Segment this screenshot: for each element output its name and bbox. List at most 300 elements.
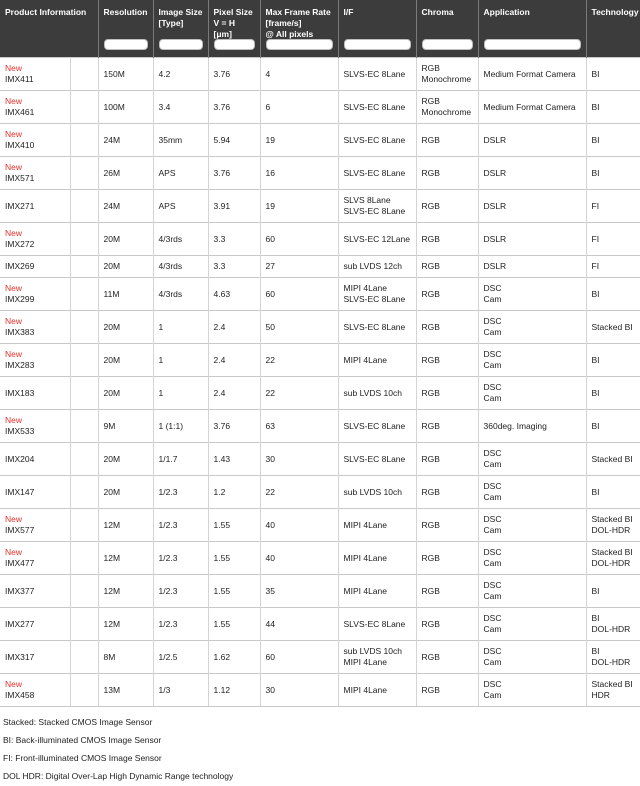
image-size-filter-input[interactable] <box>159 39 203 50</box>
cell-spacer <box>70 575 98 608</box>
cell-pixel-size <box>208 344 260 377</box>
cell-pixel-size <box>208 443 260 476</box>
cell-spacer <box>70 256 98 278</box>
cell-pixel-size-value: 1.55 <box>213 519 231 530</box>
cell-image-size-value: 1/2.3 <box>158 618 178 629</box>
cell-frame-rate-value: 22 <box>265 354 275 365</box>
cell-interface-line: sub LVDS 10ch <box>343 387 402 398</box>
cell-technology-line: FI <box>591 233 600 244</box>
cell-application-line: 360deg. Imaging <box>483 420 547 431</box>
cell-frame-rate <box>260 410 338 443</box>
new-badge: New <box>5 283 23 293</box>
cell-resolution <box>98 91 153 124</box>
cell-image-size <box>153 443 208 476</box>
table-row[interactable] <box>0 223 640 256</box>
cell-chroma <box>416 344 478 377</box>
cell-resolution-value: 26M <box>103 167 121 178</box>
cell-interface-line: SLVS-EC 8Lane <box>343 101 406 112</box>
cell-image-size <box>153 575 208 608</box>
new-badge: New <box>5 228 23 238</box>
cell-chroma-line: RGB <box>421 519 440 530</box>
cell-resolution-value: 24M <box>103 200 121 211</box>
cell-application <box>478 278 586 311</box>
cell-resolution <box>98 476 153 509</box>
cell-image-size <box>153 223 208 256</box>
cell-application <box>478 91 586 124</box>
cell-image-size <box>153 190 208 223</box>
cell-frame-rate-value: 19 <box>265 200 275 211</box>
cell-application-line: Cam <box>483 393 502 403</box>
cell-resolution <box>98 311 153 344</box>
cell-resolution-value: 20M <box>103 387 121 398</box>
cell-pixel-size-value: 2.4 <box>213 354 226 365</box>
cell-image-size-value: 4/3rds <box>158 261 183 271</box>
cell-pixel-size-value: 1.2 <box>213 486 226 497</box>
cell-application <box>478 344 586 377</box>
cell-image-size <box>153 476 208 509</box>
cell-image-size <box>153 674 208 707</box>
cell-application <box>478 256 586 278</box>
model-name: IMX383 <box>5 327 35 337</box>
cell-interface-line: MIPI 4Lane <box>343 519 387 530</box>
cell-chroma <box>416 575 478 608</box>
cell-model <box>0 674 70 707</box>
cell-interface-line: SLVS-EC 8Lane <box>343 294 406 304</box>
cell-chroma-line: RGB <box>421 552 440 563</box>
cell-application-line: DSC <box>483 514 502 524</box>
table-row[interactable] <box>0 157 640 190</box>
cell-resolution-value: 20M <box>103 321 121 332</box>
cell-frame-rate-value: 40 <box>265 552 275 563</box>
cell-application-line: DSC <box>483 547 502 557</box>
cell-image-size-value: 35mm <box>158 134 183 145</box>
cell-application-line: Cam <box>483 294 502 304</box>
cell-frame-rate-value: 35 <box>265 585 275 596</box>
table-row[interactable] <box>0 476 640 509</box>
cell-frame-rate-value: 4 <box>265 68 271 79</box>
cell-interface-line: sub LVDS 12ch <box>343 261 402 271</box>
cell-frame-rate-value: 22 <box>265 387 275 398</box>
cell-resolution-value: 12M <box>103 585 121 596</box>
header-application <box>478 0 586 58</box>
cell-image-size-value: 1/3 <box>158 684 171 695</box>
cell-model <box>0 509 70 542</box>
cell-interface <box>338 509 416 542</box>
table-row[interactable] <box>0 542 640 575</box>
cell-technology <box>586 641 640 674</box>
cell-model <box>0 58 70 91</box>
model-name: IMX410 <box>5 140 35 150</box>
cell-resolution-value: 13M <box>103 684 121 695</box>
header-frame-rate-line3: @ All pixels <box>265 29 314 39</box>
header-frame-rate-line1: Max Frame Rate <box>265 7 331 17</box>
cell-resolution <box>98 157 153 190</box>
table-row[interactable] <box>0 278 640 311</box>
cell-technology-line: Stacked BI <box>591 514 633 524</box>
table-row[interactable] <box>0 344 640 377</box>
cell-frame-rate-value: 27 <box>265 261 275 271</box>
cell-resolution <box>98 608 153 641</box>
cell-image-size <box>153 124 208 157</box>
cell-frame-rate <box>260 476 338 509</box>
cell-chroma-line: RGB <box>421 63 440 73</box>
frame-rate-filter-input[interactable] <box>266 39 333 50</box>
cell-interface-line: sub LVDS 10ch <box>343 486 402 497</box>
model-name: IMX577 <box>5 525 35 535</box>
cell-pixel-size-value: 1.43 <box>213 453 231 464</box>
cell-interface-line: SLVS-EC 8Lane <box>343 206 406 216</box>
cell-model <box>0 608 70 641</box>
cell-application-line: Cam <box>483 492 502 502</box>
cell-application <box>478 157 586 190</box>
cell-pixel-size <box>208 674 260 707</box>
cell-resolution <box>98 641 153 674</box>
new-badge: New <box>5 547 23 557</box>
new-badge: New <box>5 679 23 689</box>
cell-resolution <box>98 410 153 443</box>
cell-spacer <box>70 344 98 377</box>
cell-frame-rate-value: 40 <box>265 519 275 530</box>
cell-image-size <box>153 278 208 311</box>
cell-application <box>478 575 586 608</box>
cell-technology-line: BI <box>591 354 600 365</box>
cell-application-line: DSLR <box>483 261 507 271</box>
table-row[interactable] <box>0 124 640 157</box>
cell-spacer <box>70 91 98 124</box>
footnote-dol-hdr: DOL HDR: Digital Over-Lap High Dynamic Range technology <box>3 771 234 781</box>
cell-model <box>0 124 70 157</box>
cell-technology-line: BI <box>591 486 600 497</box>
table-row[interactable] <box>0 443 640 476</box>
cell-spacer <box>70 542 98 575</box>
cell-resolution <box>98 377 153 410</box>
cell-image-size <box>153 311 208 344</box>
cell-image-size-value: 1/2.5 <box>158 651 178 662</box>
cell-spacer <box>70 410 98 443</box>
cell-resolution-value: 12M <box>103 618 121 629</box>
cell-frame-rate <box>260 641 338 674</box>
cell-application-line: Cam <box>483 525 502 535</box>
table-row[interactable] <box>0 509 640 542</box>
cell-image-size-value: 1/2.3 <box>158 486 178 497</box>
interface-filter-input[interactable] <box>344 39 411 50</box>
table-row[interactable] <box>0 91 640 124</box>
header-row <box>0 0 640 58</box>
cell-frame-rate <box>260 509 338 542</box>
cell-application-line: DSC <box>483 316 502 326</box>
model-name: IMX269 <box>5 261 35 271</box>
cell-frame-rate <box>260 542 338 575</box>
cell-resolution <box>98 256 153 278</box>
cell-chroma <box>416 311 478 344</box>
cell-frame-rate-value: 19 <box>265 134 275 145</box>
cell-application-line: Medium Format Camera <box>483 101 576 112</box>
new-badge: New <box>5 514 23 524</box>
cell-application-line: Cam <box>483 360 502 370</box>
cell-frame-rate <box>260 608 338 641</box>
cell-spacer <box>70 674 98 707</box>
cell-technology <box>586 476 640 509</box>
chroma-filter-input[interactable] <box>422 39 473 50</box>
cell-interface-line: MIPI 4Lane <box>343 684 387 695</box>
model-name: IMX461 <box>5 107 35 117</box>
cell-frame-rate <box>260 223 338 256</box>
table-row[interactable] <box>0 641 640 674</box>
cell-pixel-size-value: 5.94 <box>213 134 231 145</box>
cell-pixel-size <box>208 278 260 311</box>
cell-image-size-value: 4/3rds <box>158 288 183 299</box>
header-technology-label: Technology <box>591 7 639 17</box>
cell-interface-line: SLVS-EC 8Lane <box>343 420 406 431</box>
cell-interface <box>338 190 416 223</box>
cell-frame-rate-value: 6 <box>265 101 271 112</box>
cell-pixel-size-value: 3.91 <box>213 200 231 211</box>
cell-frame-rate-value: 63 <box>265 420 275 431</box>
cell-chroma <box>416 608 478 641</box>
cell-chroma-line: RGB <box>421 585 440 596</box>
cell-pixel-size-value: 3.76 <box>213 420 231 431</box>
header-interface-label: I/F <box>343 7 354 17</box>
cell-frame-rate-value: 30 <box>265 453 275 464</box>
cell-image-size-value: 1/2.3 <box>158 585 178 596</box>
cell-technology <box>586 58 640 91</box>
cell-frame-rate-value: 44 <box>265 618 275 629</box>
cell-spacer <box>70 641 98 674</box>
cell-technology-line: BI <box>591 101 600 112</box>
model-name: IMX377 <box>5 585 35 596</box>
cell-model <box>0 157 70 190</box>
cell-application-line: DSC <box>483 283 502 293</box>
cell-model <box>0 223 70 256</box>
cell-application-line: DSC <box>483 646 502 656</box>
cell-technology <box>586 344 640 377</box>
cell-chroma-line: RGB <box>421 684 440 695</box>
cell-pixel-size-value: 1.55 <box>213 585 231 596</box>
cell-technology-line: DOL-HDR <box>591 657 631 667</box>
table-row[interactable] <box>0 256 640 278</box>
model-name: IMX411 <box>5 74 34 84</box>
cell-application <box>478 608 586 641</box>
cell-spacer <box>70 190 98 223</box>
cell-application <box>478 443 586 476</box>
header-resolution <box>98 0 153 58</box>
cell-spacer <box>70 608 98 641</box>
cell-interface <box>338 542 416 575</box>
cell-chroma-line: RGB <box>421 233 440 244</box>
cell-interface-line: SLVS-EC 8Lane <box>343 134 406 145</box>
table-row[interactable] <box>0 58 640 91</box>
pixel-size-filter-input[interactable] <box>214 39 255 50</box>
cell-chroma-line: RGB <box>421 651 440 662</box>
cell-spacer <box>70 377 98 410</box>
cell-interface-line: MIPI 4Lane <box>343 585 387 596</box>
footnote-stacked: Stacked: Stacked CMOS Image Sensor <box>3 717 153 727</box>
cell-interface <box>338 410 416 443</box>
cell-technology-line: BI <box>591 613 600 623</box>
cell-interface <box>338 344 416 377</box>
model-name: IMX283 <box>5 360 35 370</box>
cell-pixel-size <box>208 509 260 542</box>
table-row[interactable] <box>0 311 640 344</box>
cell-chroma-line: RGB <box>421 387 440 398</box>
cell-technology-line: BI <box>591 68 600 79</box>
cell-application-line: DSC <box>483 481 502 491</box>
cell-interface-line: SLVS-EC 8Lane <box>343 167 406 178</box>
table-row[interactable] <box>0 190 640 223</box>
cell-resolution <box>98 509 153 542</box>
footnote-bi: BI: Back-illuminated CMOS Image Sensor <box>3 735 162 745</box>
cell-resolution <box>98 542 153 575</box>
cell-technology-line: HDR <box>591 690 610 700</box>
cell-image-size <box>153 157 208 190</box>
cell-application-line: Cam <box>483 558 502 568</box>
cell-application <box>478 190 586 223</box>
cell-application <box>478 410 586 443</box>
cell-image-size <box>153 608 208 641</box>
cell-spacer <box>70 476 98 509</box>
header-image-size <box>153 0 208 58</box>
cell-application-line: DSC <box>483 349 502 359</box>
cell-application-line: Cam <box>483 657 502 667</box>
cell-chroma <box>416 223 478 256</box>
new-badge: New <box>5 349 23 359</box>
cell-frame-rate <box>260 124 338 157</box>
cell-technology <box>586 509 640 542</box>
cell-pixel-size-value: 1.62 <box>213 651 231 662</box>
cell-spacer <box>70 509 98 542</box>
cell-pixel-size <box>208 410 260 443</box>
cell-technology <box>586 311 640 344</box>
cell-chroma <box>416 443 478 476</box>
table-row[interactable] <box>0 674 640 707</box>
cell-frame-rate <box>260 311 338 344</box>
cell-interface <box>338 278 416 311</box>
cell-model <box>0 476 70 509</box>
cell-technology-line: FI <box>591 261 600 271</box>
cell-application <box>478 124 586 157</box>
cell-technology-line: Stacked BI <box>591 453 633 464</box>
header-image-size-line1: Image Size <box>158 7 203 17</box>
table-row[interactable] <box>0 377 640 410</box>
cell-pixel-size <box>208 641 260 674</box>
cell-technology <box>586 190 640 223</box>
cell-chroma <box>416 476 478 509</box>
cell-image-size <box>153 256 208 278</box>
cell-image-size-value: APS <box>158 200 176 211</box>
cell-chroma <box>416 377 478 410</box>
cell-pixel-size-value: 3.76 <box>213 101 231 112</box>
cell-application <box>478 674 586 707</box>
cell-chroma-line: RGB <box>421 618 440 629</box>
cell-chroma <box>416 278 478 311</box>
cell-application <box>478 542 586 575</box>
cell-chroma <box>416 542 478 575</box>
cell-image-size-value: 1/1.7 <box>158 453 178 464</box>
cell-pixel-size-value: 2.4 <box>213 387 226 398</box>
cell-resolution-value: 8M <box>103 651 116 662</box>
table-row[interactable] <box>0 608 640 641</box>
cell-resolution <box>98 124 153 157</box>
cell-interface-line: MIPI 4Lane <box>343 283 387 293</box>
cell-image-size-value: 4/3rds <box>158 233 183 244</box>
model-name: IMX272 <box>5 239 35 249</box>
header-pixel-size-line2: V = H [μm] <box>213 18 236 39</box>
cell-technology <box>586 377 640 410</box>
cell-interface-line: SLVS-EC 8Lane <box>343 453 406 464</box>
cell-chroma-line: RGB <box>421 96 440 106</box>
cell-model <box>0 377 70 410</box>
cell-model <box>0 344 70 377</box>
cell-technology-line: BI <box>591 420 600 431</box>
cell-frame-rate <box>260 157 338 190</box>
header-pixel-size-line1: Pixel Size <box>213 7 253 17</box>
cell-pixel-size-value: 2.4 <box>213 321 226 332</box>
cell-spacer <box>70 223 98 256</box>
table-row[interactable] <box>0 575 640 608</box>
cell-technology-line: DOL-HDR <box>591 558 631 568</box>
cell-pixel-size-value: 3.76 <box>213 167 231 178</box>
cell-resolution-value: 9M <box>103 420 116 431</box>
model-name: IMX571 <box>5 173 35 183</box>
cell-technology-line: DOL-HDR <box>591 624 631 634</box>
cell-pixel-size <box>208 124 260 157</box>
cell-chroma-line: RGB <box>421 134 440 145</box>
resolution-filter-input[interactable] <box>104 39 148 50</box>
cell-image-size <box>153 58 208 91</box>
cell-image-size-value: 3.4 <box>158 101 171 112</box>
table-row[interactable] <box>0 410 640 443</box>
cell-frame-rate <box>260 443 338 476</box>
cell-application <box>478 476 586 509</box>
cell-image-size <box>153 344 208 377</box>
cell-resolution <box>98 344 153 377</box>
cell-interface <box>338 58 416 91</box>
cell-interface <box>338 223 416 256</box>
application-filter-input[interactable] <box>484 39 581 50</box>
cell-spacer <box>70 278 98 311</box>
cell-spacer <box>70 58 98 91</box>
model-name: IMX533 <box>5 426 35 436</box>
cell-interface-line: sub LVDS 10ch <box>343 646 402 656</box>
cell-frame-rate <box>260 575 338 608</box>
cell-technology-line: Stacked BI <box>591 321 633 332</box>
cell-resolution <box>98 443 153 476</box>
cell-spacer <box>70 157 98 190</box>
cell-image-size <box>153 410 208 443</box>
cell-technology-line: BI <box>591 387 600 398</box>
cell-image-size <box>153 542 208 575</box>
cell-resolution <box>98 575 153 608</box>
cell-chroma <box>416 641 478 674</box>
cell-image-size-value: 1/2.3 <box>158 552 178 563</box>
header-frame-rate <box>260 0 338 58</box>
cell-chroma <box>416 256 478 278</box>
model-name: IMX147 <box>5 486 35 497</box>
cell-technology <box>586 674 640 707</box>
cell-chroma-line: RGB <box>421 486 440 497</box>
cell-chroma <box>416 91 478 124</box>
cell-technology <box>586 124 640 157</box>
cell-application <box>478 509 586 542</box>
cell-application <box>478 58 586 91</box>
cell-frame-rate <box>260 278 338 311</box>
cell-frame-rate <box>260 674 338 707</box>
header-chroma-label: Chroma <box>421 7 454 17</box>
cell-chroma-line: RGB <box>421 200 440 211</box>
cell-pixel-size <box>208 223 260 256</box>
table-body <box>0 58 640 707</box>
cell-application-line: DSLR <box>483 200 507 211</box>
